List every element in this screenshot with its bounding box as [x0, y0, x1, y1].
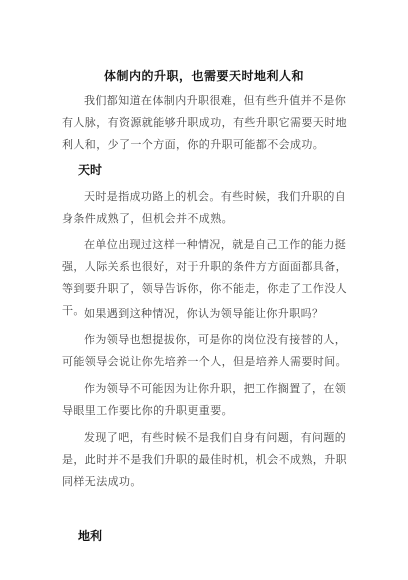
heading-dili: 地利 — [78, 529, 103, 543]
paragraph-conclusion: 发现了吧，有些时候不是我们自身有问题，有问题的是，此时并不是我们升职的最佳时机，机会不成熟，升职同样无法成功。 — [62, 431, 347, 488]
document-title: 体制内的升职，也需要天时地利人和 — [103, 69, 304, 83]
heading-tianshi: 天时 — [78, 163, 103, 177]
paragraph-intro: 我们都知道在体制内升职很难，但有些升值并不是你有人脉，有资源就能够升职成功，有些升职它需要天时地利人和，少了一个方面，你的升职可能都不会成功。 — [62, 94, 347, 151]
paragraph-question: 如果遇到这种情况，你认为领导能让你升职吗？ — [84, 307, 324, 320]
paragraph-tianshi-definition: 天时是指成功路上的机会。有些时候，我们升职的自身条件成熟了，但机会并不成熟。 — [62, 190, 347, 225]
paragraph-leader-view: 作为领导也想提拔你，可是你的岗位没有接替的人，可能领导会说让你先培养一个人，但是培养人需要时间。 — [62, 333, 347, 368]
paragraph-work-priority: 作为领导不可能因为让你升职，把工作搁置了，在领导眼里工作要比你的升职更重要。 — [62, 382, 347, 417]
paragraph-example: 在单位出现过这样一种情况，就是自己工作的能力挺强，人际关系也很好，对于升职的条件方方面面都具备，等到要升职了，领导告诉你，你不能走，你走了工作没人干。 — [62, 238, 347, 317]
